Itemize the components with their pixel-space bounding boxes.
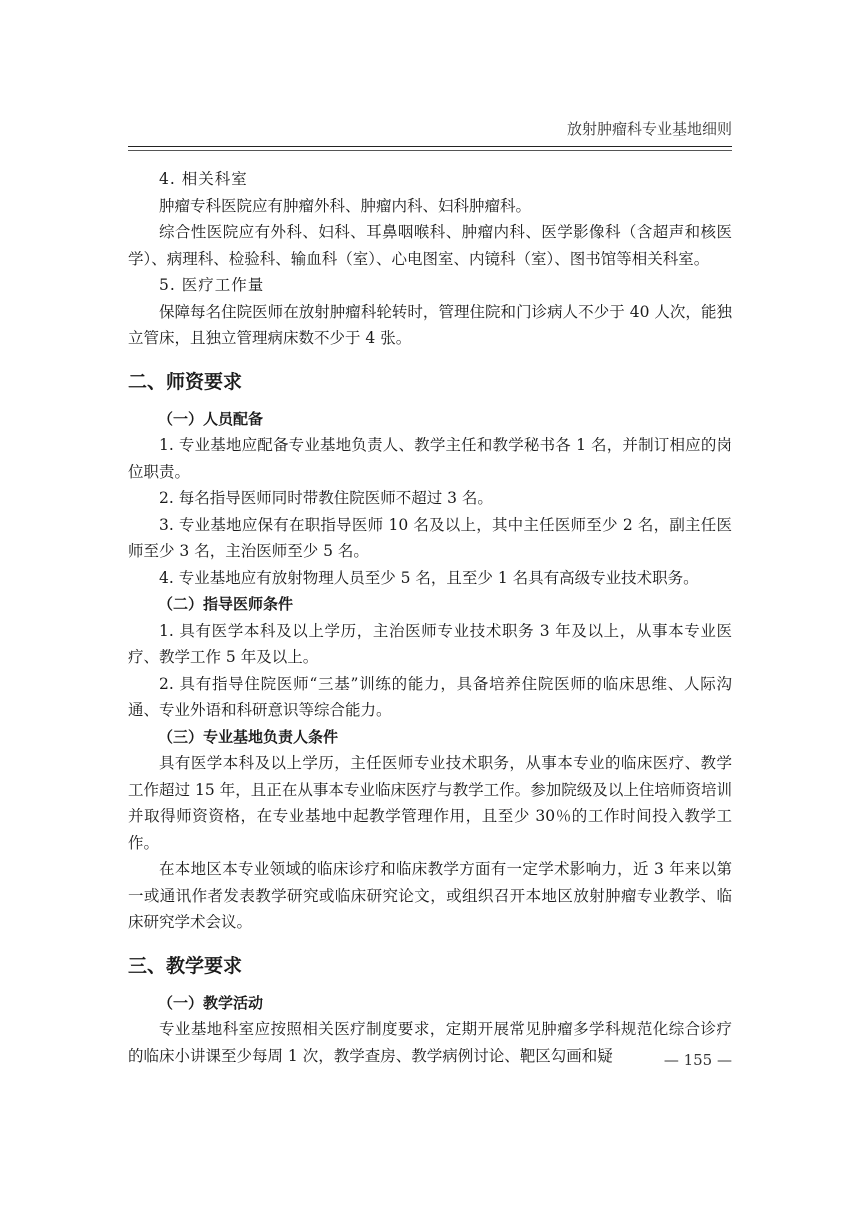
paragraph: 专业基地科室应按照相关医疗制度要求，定期开展常见肿瘤多学科规范化综合诊疗的临床小讲课至少每周 1 次，教学查房、教学病例讨论、靶区勾画和疑: [128, 1020, 732, 1065]
paragraph: 肿瘤专科医院应有肿瘤外科、肿瘤内科、妇科肿瘤科。: [159, 196, 532, 215]
section-title: 三、教学要求: [128, 954, 243, 977]
subsection-title: （二）指导医师条件: [158, 595, 294, 613]
section-title: 二、师资要求: [128, 370, 243, 393]
paragraph: 2. 具有指导住院医师“三基”训练的能力，具备培养住院医师的临床思维、人际沟通、专业外语和科研意识等综合能力。: [128, 674, 732, 719]
header-rule-thick: [128, 146, 732, 147]
running-header: 放射肿瘤科专业基地细则: [566, 120, 732, 138]
list-heading: 4. 相关科室: [159, 170, 248, 188]
subsection-title: （三）专业基地负责人条件: [158, 727, 339, 746]
list-heading: 5. 医疗工作量: [159, 276, 265, 294]
page-number: — 155 —: [663, 1051, 732, 1069]
paragraph: 保障每名住院医师在放射肿瘤科轮转时，管理住院和门诊病人不少于 40 人次，能独立管床，且独立管理病床数不少于 4 张。: [128, 302, 732, 347]
paragraph: 具有医学本科及以上学历，主任医师专业技术职务，从事本专业的临床医疗、教学工作超过 15 年，且正在从事本专业临床医疗与教学工作。参加院级及以上住培师资培训并取得师资资格，在专业基地中起教学管理作用，且至少 30％的工作时间投入教学工作。: [128, 754, 732, 852]
paragraph: 综合性医院应有外科、妇科、耳鼻咽喉科、肿瘤内科、医学影像科（含超声和核医学）、病理科、检验科、输血科（室）、心电图室、内镜科（室）、图书馆等相关科室。: [128, 223, 732, 268]
body-text: [128, 166, 732, 1069]
paragraph: 3. 专业基地应保有在职指导医师 10 名及以上，其中主任医师至少 2 名，副主任医师至少 3 名，主治医师至少 5 名。: [128, 515, 732, 560]
paragraph: 1. 专业基地应配备专业基地负责人、教学主任和教学秘书各 1 名，并制订相应的岗位职责。: [128, 436, 732, 481]
subsection-title: （一）教学活动: [158, 993, 264, 1012]
paragraph: 1. 具有医学本科及以上学历，主治医师专业技术职务 3 年及以上，从事本专业医疗、教学工作 5 年及以上。: [128, 621, 732, 666]
subsection-title: （一）人员配备: [158, 409, 264, 428]
paragraph: 在本地区本专业领域的临床诊疗和临床教学方面有一定学术影响力，近 3 年来以第一或通讯作者发表教学研究或临床研究论文，或组织召开本地区放射肿瘤专业教学、临床研究学术会议。: [128, 860, 732, 931]
paragraph: 2. 每名指导医师同时带教住院医师不超过 3 名。: [159, 489, 493, 507]
paragraph: 4. 专业基地应有放射物理人员至少 5 名，且至少 1 名具有高级专业技术职务。: [159, 568, 699, 587]
header-rule-thin: [128, 150, 732, 151]
